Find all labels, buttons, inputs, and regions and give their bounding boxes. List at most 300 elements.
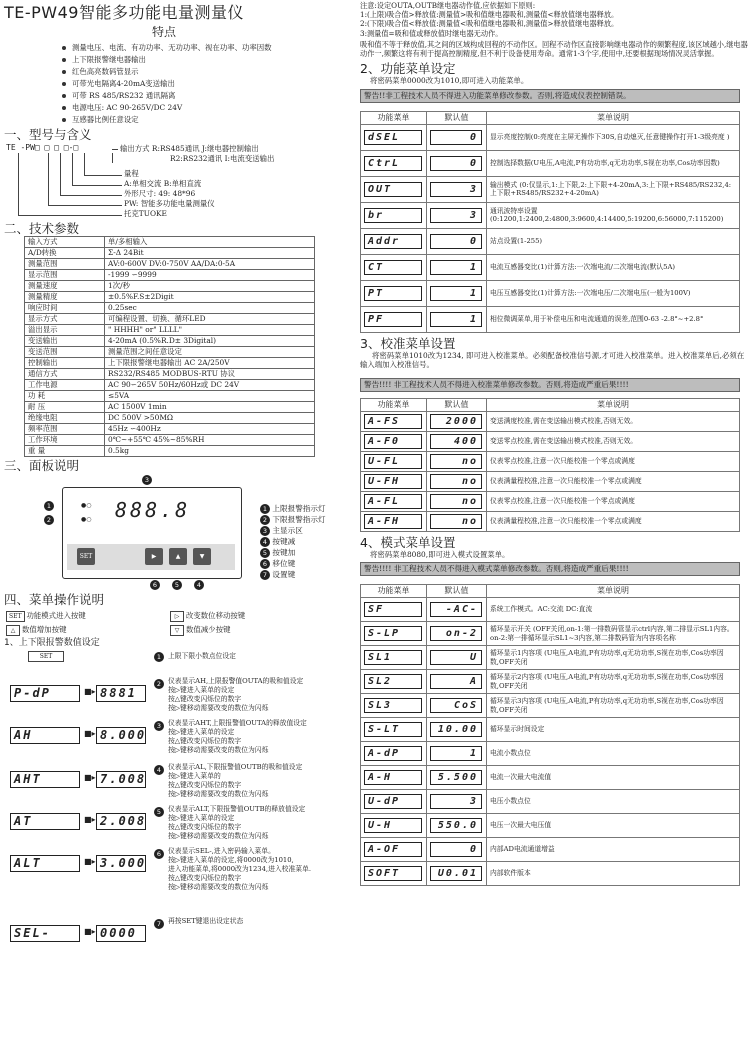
menu-description: 循环显示时间设定 [487, 718, 740, 742]
menu-description: 循环显示1内容项 (U电压,A电流,P有功功率,q无功功率,S视在功率,Cos功率因数,OFF关闭 [487, 646, 740, 670]
spec-value: -1999 ∽9999 [105, 270, 315, 281]
step-line: 仪表显示ALT,下限报警值OUTB的释放值设定 [168, 805, 306, 813]
menu-row [361, 742, 740, 766]
menu-default-cell [427, 228, 487, 254]
menu-default-display: 1 [430, 286, 482, 301]
menu-code-display: U-H [364, 818, 422, 833]
key-legend [4, 607, 356, 637]
spec-label: 显示范围 [25, 270, 105, 281]
menu-description: 仪表零点校准,注意一次只能校准一个零点或满度 [487, 451, 740, 471]
step-description [168, 763, 354, 799]
menu-default-display: 400 [430, 434, 482, 449]
callout-2: 2 [44, 515, 54, 525]
decrease-button[interactable]: ▼ [193, 548, 211, 565]
alarm-step [4, 677, 354, 717]
feature-item: 可带光电隔离4-20mA变送输出 [62, 78, 356, 90]
menu-header-row [361, 585, 740, 598]
step-line: 按▷键进入菜单的设定,将0000改为1010, [168, 856, 294, 864]
menu-code-cell [361, 790, 427, 814]
spec-label: 测量精度 [25, 292, 105, 303]
step-value-display: 2.008 [96, 813, 146, 830]
menu-code-cell [361, 838, 427, 862]
step-line: 按▷键移动需要改变的数位为闪烁 [168, 832, 269, 840]
menu-code-display: A-OF [364, 842, 422, 857]
menu-code-display: br [364, 208, 422, 223]
spec-value: 1次/秒 [105, 281, 315, 292]
shift-button[interactable]: ▶ [145, 548, 163, 565]
features-list [62, 42, 356, 126]
menu-code-cell [361, 228, 427, 254]
menu-description: 仪表零点校准,注意一次只能校准一个零点或满度 [487, 491, 740, 511]
legend-item: 按键减 [272, 537, 296, 546]
spec-table [24, 236, 315, 457]
menu-default-cell [427, 670, 487, 694]
callout-4: 4 [194, 580, 204, 590]
mode-heading: 4、模式菜单设置 [360, 534, 456, 550]
menu-code-display: A-FS [364, 414, 422, 429]
menu-default-display: 550.0 [430, 818, 482, 833]
menu-description: 电压小数点位 [487, 790, 740, 814]
step-number: 1 [154, 652, 164, 662]
spec-row [25, 435, 315, 446]
menu-default-display: no [430, 514, 482, 529]
step-value-display: 3.000 [96, 855, 146, 872]
spec-value: AC 90∽265V 50Hz/60Hz或 DC 24V [105, 380, 315, 391]
menu-default-cell [427, 742, 487, 766]
menu-code-display: SL1 [364, 650, 422, 665]
step-line: 按△键改变闪烁位的数字 [168, 737, 242, 745]
menu-default-display: A [430, 674, 482, 689]
menu-code-cell [361, 718, 427, 742]
up-key-icon: △ [6, 625, 20, 636]
spec-row [25, 303, 315, 314]
menu-description: 控制选择数据(U电压,A电流,P有功功率,q无功功率,S视在功率,Cos功率因数) [487, 150, 740, 176]
step-number: 4 [154, 765, 164, 775]
menu-row [361, 694, 740, 718]
menu-column-header: 默认值 [427, 111, 487, 124]
menu-default-cell [427, 471, 487, 491]
features-heading: 特点 [151, 25, 176, 39]
menu-description: 仪表满量程校准,注意一次只能校准一个零点或满度 [487, 511, 740, 531]
menu-code-display: CtrL [364, 156, 422, 171]
spec-row [25, 347, 315, 358]
step-line: 按▷键移动需要改变的数位为闪烁 [168, 746, 269, 754]
step-code-display: SEL- [10, 925, 80, 942]
arrow-icon: ■▸ [84, 857, 96, 866]
spec-row [25, 402, 315, 413]
menu-code-cell [361, 306, 427, 332]
spec-heading: 二、技术参数 [4, 221, 80, 236]
model-line: 输出方式 R:RS485通讯 J:继电器控制输出 [120, 144, 259, 153]
spec-row [25, 292, 315, 303]
menu-code-display: U-FL [364, 454, 422, 469]
set-key-icon: SET [28, 651, 64, 662]
model-line: 量程 [124, 169, 139, 178]
step-value-display: 0000 [96, 925, 146, 942]
lower-limit-led: ●○ [81, 516, 92, 523]
step-description [168, 677, 354, 713]
step-description [168, 719, 354, 755]
step-line: 按▷键移动需要改变的数位为闪烁 [168, 704, 269, 712]
menu-code-display: OUT [364, 182, 422, 197]
legend-item: 下限报警指示灯 [272, 515, 326, 524]
note-line: 吸和值不等于释放值,其之间的区域构成回程的不动作区。回程不动作区直接影响继电器动作的频繁程度,该区域越小,继电器动作一,频繁这将有利于提高控制精度,但不利于设备使用寿命。通常1-3个字,使用中,还要根据现场情况灵活掌握。 [360, 39, 748, 59]
menu-code-display: A-F0 [364, 434, 422, 449]
menu-default-cell [427, 451, 487, 471]
menu-code-cell [361, 862, 427, 886]
menu-description: 电流一次最大电流值 [487, 766, 740, 790]
cal-warning: 警告!!!! 非工程技术人员不得进入校准菜单修改参数。否则,将造成严重后果!!!! [360, 378, 740, 392]
set-button[interactable]: SET [77, 548, 95, 565]
menu-description: 站点设置(1-255) [487, 228, 740, 254]
panel-legend: 1 上限报警指示灯 2 下限报警指示灯 3 主显示区 4 按键减 5 按键加 6 移位键 7 设置键 [260, 503, 326, 580]
menu-description: 变送满度校准,需在变送输出模式校准,否则无效。 [487, 411, 740, 431]
menu-default-display: -AC- [430, 602, 482, 617]
menu-code-display: SOFT [364, 866, 422, 881]
menu-default-display: no [430, 474, 482, 489]
step-number: 7 [154, 919, 164, 929]
menu-code-cell [361, 411, 427, 431]
menu-default-cell [427, 124, 487, 150]
alarm-step [4, 917, 354, 940]
feature-item: 互感器比例任意设定 [62, 114, 356, 126]
spec-row [25, 391, 315, 402]
menu-code-cell [361, 254, 427, 280]
menu-column-header: 菜单说明 [487, 111, 740, 124]
button-row [67, 544, 235, 570]
callout-3: 3 [142, 475, 152, 485]
callout-5: 5 [172, 580, 182, 590]
shift-key-icon: ▷ [170, 611, 184, 622]
model-line: 外形尺寸: 49: 48*96 [124, 189, 196, 198]
menu-row [361, 838, 740, 862]
menu-default-display: CoS [430, 698, 482, 713]
step-code-display: AH [10, 727, 80, 744]
menu-default-cell [427, 598, 487, 622]
menu-code-cell [361, 491, 427, 511]
menu-default-display: U [430, 650, 482, 665]
spec-label: 工作环境 [25, 435, 105, 446]
menu-row [361, 511, 740, 531]
step-value-display: 7.008 [96, 771, 146, 788]
menu-default-display: 1 [430, 746, 482, 761]
spec-value: ≤5VA [105, 391, 315, 402]
menu-row [361, 598, 740, 622]
menu-default-cell [427, 176, 487, 202]
step-description [168, 847, 354, 892]
arrow-icon: ■▸ [84, 815, 96, 824]
key-desc: 数值减少按键 [186, 625, 231, 634]
spec-label: 重 量 [25, 446, 105, 457]
menu-row [361, 646, 740, 670]
step-description [168, 652, 354, 661]
legend-item: 上限报警指示灯 [272, 504, 326, 513]
step-value-display: 8881 [96, 685, 146, 702]
menu-code-display: A-dP [364, 746, 422, 761]
menu-default-display: 3 [430, 794, 482, 809]
menu-row [361, 124, 740, 150]
menu-row [361, 228, 740, 254]
arrow-icon: ■▸ [84, 729, 96, 738]
step-code-display: P-dP [10, 685, 80, 702]
fn-heading: 2、功能菜单设定 [360, 61, 456, 77]
menu-header-row [361, 111, 740, 124]
spec-row [25, 237, 315, 248]
step-number: 2 [154, 679, 164, 689]
cal-intro: 将密码菜单1010改为1234, 即可进入校准菜单。必须配备校准信号源,才可进入校准菜单。进入校准菜单后,必须在输入端加入校准信号。 [360, 350, 745, 370]
menu-column-header: 功能菜单 [361, 111, 427, 124]
menu-code-display: SF [364, 602, 422, 617]
spec-label: 功 耗 [25, 391, 105, 402]
menu-default-display: 0 [430, 156, 482, 171]
spec-label: 控制输出 [25, 358, 105, 369]
spec-label: 测量速度 [25, 281, 105, 292]
menu-code-display: Addr [364, 234, 422, 249]
note-line: 2:(下限)吸合值<释放值:测量值<吸和值继电器吸和,测量值>释放值继电器释放。 [360, 19, 619, 29]
note-line: 1:(上限)吸合值>释放值:测量值>吸和值继电器吸和,测量值<释放值继电器释放。 [360, 10, 619, 20]
key-desc: 数值增加按键 [22, 625, 67, 634]
menu-code-cell [361, 451, 427, 471]
menu-default-cell [427, 862, 487, 886]
menu-default-display: 3 [430, 182, 482, 197]
spec-label: 频率范围 [25, 424, 105, 435]
legend-item: 按键加 [272, 548, 296, 557]
menu-code-display: A-FL [364, 494, 422, 509]
step-code-display: AHT [10, 771, 80, 788]
front-panel [4, 473, 356, 591]
menu-column-header: 默认值 [427, 585, 487, 598]
menu-default-display: 1 [430, 312, 482, 327]
spec-label: 测量范围 [25, 259, 105, 270]
menu-code-cell [361, 202, 427, 228]
step-line: 按▷键进入菜单的设定 [168, 814, 235, 822]
spec-value: " HHHH" or" LLLL" [105, 325, 315, 336]
menu-default-display: 1 [430, 260, 482, 275]
menu-column-header: 菜单说明 [487, 585, 740, 598]
menu-code-display: U-FH [364, 474, 422, 489]
menu-row [361, 451, 740, 471]
mode-intro: 将密码菜单8080,即可进入模式设置菜单。 [370, 549, 510, 559]
step-line: 再按SET键退出设定状态 [168, 917, 244, 925]
menu-code-display: A-H [364, 770, 422, 785]
menu-description: 电流互感器变比(1)计算方法:一次端电流/二次端电流(默认5A) [487, 254, 740, 280]
menu-code-cell [361, 694, 427, 718]
menu-default-cell [427, 766, 487, 790]
menu-code-display: U-dP [364, 794, 422, 809]
menu-row [361, 766, 740, 790]
spec-row [25, 413, 315, 424]
step-line: 进入功能菜单,将0000改为1234,进入校准菜单. [168, 865, 312, 873]
menu-description: 电压一次最大电压值 [487, 814, 740, 838]
spec-label: 显示方式 [25, 314, 105, 325]
alarm-step [4, 847, 354, 915]
menu-description: 电流小数点位 [487, 742, 740, 766]
increase-button[interactable]: ▲ [169, 548, 187, 565]
model-diagram [4, 142, 356, 234]
spec-label: 响应时间 [25, 303, 105, 314]
menu-default-display: 2000 [430, 414, 482, 429]
fn-menu-table [360, 111, 740, 333]
step-line: 仪表显示AH,上限报警值OUTA的吸和值设定 [168, 677, 304, 685]
step-line: 按▷键进入菜单的设定 [168, 686, 235, 694]
step-code-display: ALT [10, 855, 80, 872]
model-line: A:单相交流 B:单相直流 [124, 179, 202, 188]
menu-code-display: SL3 [364, 698, 422, 713]
spec-label: 变送输出 [25, 336, 105, 347]
menu-description: 变送零点校准,需在变送输出模式校准,否则无效。 [487, 431, 740, 451]
menu-default-display: no [430, 494, 482, 509]
meter-face [62, 487, 242, 579]
menu-description: 相位微调菜单,用于补偿电压和电流通道的误差,范围0-63 -2.8°~+2.8° [487, 306, 740, 332]
fn-intro: 将密码菜单0000改为1010,即可进入功能菜单。 [370, 76, 529, 86]
feature-item: 测量电压、电流、有功功率、无功功率、视在功率、功率因数 [62, 42, 356, 54]
menu-code-cell [361, 280, 427, 306]
menu-default-display: U0.01 [430, 866, 482, 881]
menu-default-cell [427, 280, 487, 306]
legend-item: 主显示区 [272, 526, 303, 535]
menu-header-row [361, 398, 740, 411]
menu-default-cell [427, 694, 487, 718]
menu-default-display: on-2 [430, 626, 482, 641]
model-line: R2:RS232通讯 I:电流变送输出 [170, 154, 275, 163]
menu-code-display: S-LP [364, 626, 422, 641]
alarm-step [4, 651, 354, 665]
alarm-step [4, 763, 354, 803]
feature-item: 红色高亮数码管显示 [62, 66, 356, 78]
menu-default-cell [427, 431, 487, 451]
menu-code-display: PT [364, 286, 422, 301]
spec-label: A/D转换 [25, 248, 105, 259]
fn-warning: 警告!!非工程技术人员不得进入功能菜单修改参数。否则,将造成仪表控制错误。 [360, 89, 740, 103]
menu-row [361, 306, 740, 332]
upper-limit-led: ●○ [81, 502, 92, 509]
spec-value: 0℃~+55℃ 45%~85%RH [105, 435, 315, 446]
down-key-icon: ▽ [170, 625, 184, 636]
notes-block [360, 1, 748, 58]
step-line: 按△键改变闪烁位的数字 [168, 695, 242, 703]
spec-label: 工作电源 [25, 380, 105, 391]
spec-row [25, 270, 315, 281]
step-line: 按▷键移动需要改变的数位为闪烁 [168, 790, 269, 798]
menu-description: 通讯波特率设置(0:1200,1:2400,2:4800,3:9600,4:14400,5:19200,6:56000,7:115200) [487, 202, 740, 228]
feature-item: 上下限报警继电器输出 [62, 54, 356, 66]
menu-row [361, 491, 740, 511]
main-display: 888.8 [115, 498, 191, 522]
feature-item: 可带 RS 485/RS232 通讯隔离 [62, 90, 356, 102]
alarm-step [4, 805, 354, 845]
menu-code-display: dSEL [364, 130, 422, 145]
menu-description: 显示亮度控制(0:亮度在主屏无操作下30S,自动熄灭,任意键操作打开1-3级亮度 ) [487, 124, 740, 150]
menu-row [361, 411, 740, 431]
menu-row [361, 176, 740, 202]
note-line: 注意:设定OUTA,OUTB继电器动作值,应依据如下原则: [360, 1, 536, 10]
menu-code-display: PF [364, 312, 422, 327]
menu-default-cell [427, 491, 487, 511]
menu-code-display: CT [364, 260, 422, 275]
menu-row [361, 202, 740, 228]
callout-1: 1 [44, 501, 54, 511]
spec-row [25, 336, 315, 347]
menu-row [361, 150, 740, 176]
model-line: PW: 智能多功能电量测量仪 [124, 199, 215, 208]
cal-menu-table [360, 398, 740, 532]
step-value-display: 8.000 [96, 727, 146, 744]
step-line: 按▷键移动需要改变的数位为闪烁 [168, 883, 269, 891]
step-line: 按△键改变闪烁位的数字 [168, 823, 242, 831]
menu-row [361, 814, 740, 838]
spec-value: 可编程设置、切换、循环LED [105, 314, 315, 325]
menu-default-display: 3 [430, 208, 482, 223]
menu-row [361, 622, 740, 646]
spec-value: AV:0-600V DV:0-750V AA/DA:0-5A [105, 259, 315, 270]
menu-default-display: 0 [430, 130, 482, 145]
menu-code-cell [361, 766, 427, 790]
menu-default-cell [427, 622, 487, 646]
page-title: TE-PW49智能多功能电量测量仪 [4, 3, 244, 22]
spec-row [25, 358, 315, 369]
arrow-icon: ■▸ [84, 927, 96, 936]
mode-warning: 警告!!!! 非工程技术人员不得进入模式菜单修改参数。否则,将造成严重后果!!!! [360, 562, 740, 576]
spec-label: 耐 压 [25, 402, 105, 413]
menu-default-display: 5.500 [430, 770, 482, 785]
spec-value: DC 500V >50MΩ [105, 413, 315, 424]
spec-value: 上下限报警继电器输出 AC 2A/250V [105, 358, 315, 369]
spec-row [25, 446, 315, 457]
menu-description: 输出模式 (0:仅显示,1:上下限,2:上下限+4-20mA,3:上下限+RS485/RS232,4:上下限+RS485/RS232+4-20mA) [487, 176, 740, 202]
spec-value: 测量范围之间任意设定 [105, 347, 315, 358]
spec-row [25, 314, 315, 325]
menu-code-cell [361, 646, 427, 670]
menu-description: 仪表满量程校准,注意一次只能校准一个零点或满度 [487, 471, 740, 491]
spec-value: 4-20mA (0.5%R.D± 3Digital) [105, 336, 315, 347]
callout-6: 6 [150, 580, 160, 590]
menu-code-cell [361, 431, 427, 451]
menu-code-cell [361, 814, 427, 838]
alarm-step [4, 719, 354, 761]
step-number: 3 [154, 721, 164, 731]
legend-item: 移位键 [272, 559, 296, 568]
menu-default-cell [427, 150, 487, 176]
menu-default-cell [427, 306, 487, 332]
note-line: 3:测量值=吸和值或释放值时继电器无动作。 [360, 28, 503, 38]
model-code: TE -PW□ □ □ □-□ [6, 143, 79, 152]
menu-row [361, 254, 740, 280]
spec-row [25, 369, 315, 380]
mode-menu-table [360, 584, 740, 886]
menu-column-header: 菜单说明 [487, 398, 740, 411]
spec-label: 通信方式 [25, 369, 105, 380]
menu-default-cell [427, 254, 487, 280]
step-line: 仪表显示AL,下限报警值OUTB的吸和值设定 [168, 763, 303, 771]
menu-row [361, 862, 740, 886]
menu-row [361, 718, 740, 742]
spec-value: RS232/RS485 MODBUS-RTU 协议 [105, 369, 315, 380]
menu-default-display: 0 [430, 842, 482, 857]
legend-item: 设置键 [272, 570, 296, 579]
spec-value: Σ-Δ 24Bit [105, 248, 315, 259]
menu-code-display: SL2 [364, 674, 422, 689]
step-line: 按▷键进入菜单的设定 [168, 728, 235, 736]
step-description [168, 805, 354, 841]
spec-value: AC 1500V 1min [105, 402, 315, 413]
menu-default-cell [427, 718, 487, 742]
step-line: 仪表显示SEL-,进入密码输入菜单。 [168, 847, 275, 855]
arrow-icon: ■▸ [84, 773, 96, 782]
spec-label: 溢出显示 [25, 325, 105, 336]
menu-default-display: 10.00 [430, 722, 482, 737]
menu-row [361, 280, 740, 306]
menu-row [361, 431, 740, 451]
